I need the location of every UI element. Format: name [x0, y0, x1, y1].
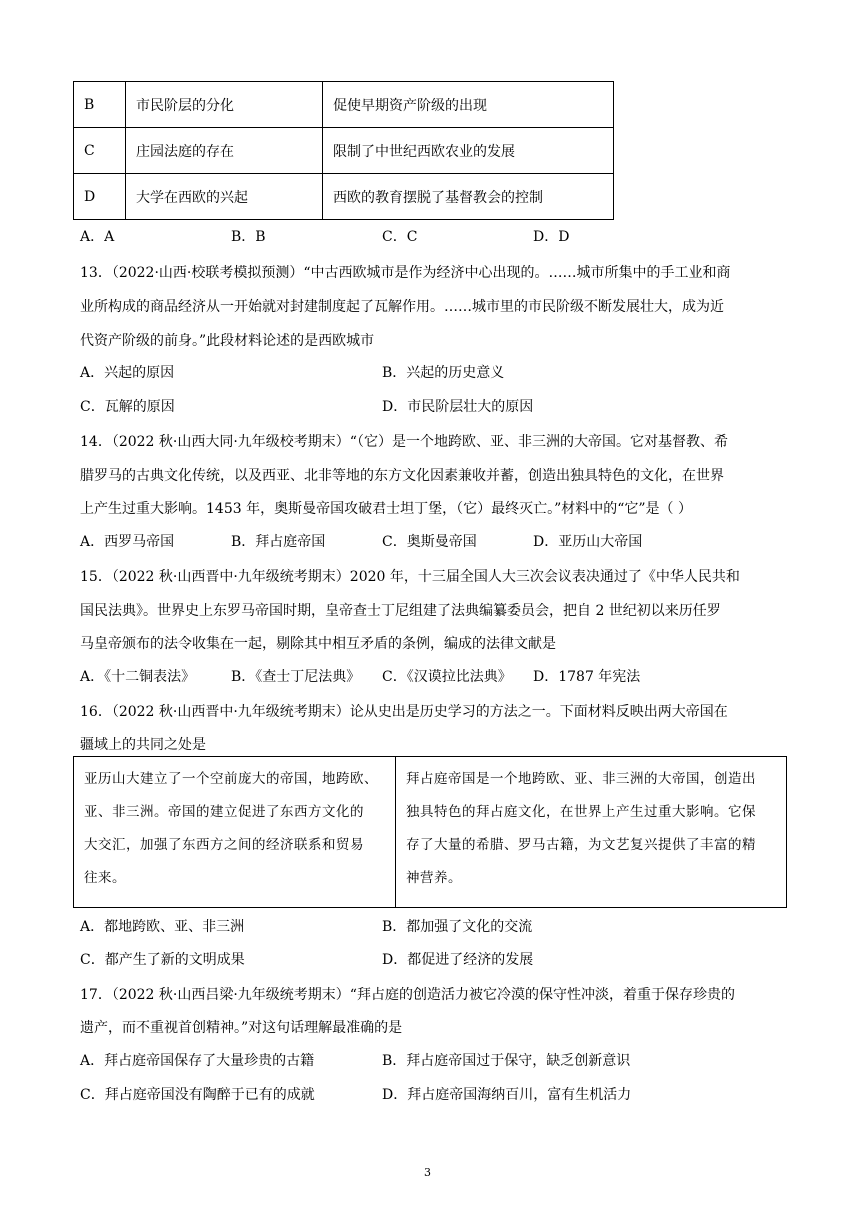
material-line: 神营养。: [406, 870, 462, 886]
q12-option-b: B．B: [231, 229, 266, 245]
q14-option-d: D．亚历山大帝国: [533, 534, 643, 550]
q17-stem-line: 遗产，而不重视首创精神。”对这句话理解最准确的是: [80, 1020, 403, 1036]
q14-option-b: B．拜占庭帝国: [231, 534, 326, 550]
q16-option-b: B．都加强了文化的交流: [382, 919, 533, 935]
q12-option-a: A．A: [80, 229, 115, 245]
table-row: [74, 174, 614, 220]
material-line: 存了大量的希腊、罗马古籍，为文艺复兴提供了丰富的精: [406, 837, 756, 853]
table-cell: 大学在西欧的兴起: [126, 174, 323, 220]
q13-stem-line: 业所构成的商品经济从一开始就对封建制度起了瓦解作用。……城市里的市民阶级不断发展壮大，成为近: [80, 299, 724, 315]
q15-option-d: D．1787 年宪法: [533, 669, 641, 685]
q14-option-c: C．奥斯曼帝国: [382, 534, 477, 550]
table-cell: 市民阶层的分化: [126, 82, 323, 128]
q15-option-c: C．《汉谟拉比法典》: [382, 669, 512, 685]
q17-stem-line: 17．（2022 秋·山西吕梁·九年级统考期末）“拜占庭的创造活力被它冷漠的保守性冲淡，着重于保存珍贵的: [80, 987, 735, 1003]
table-cell: C: [74, 128, 126, 174]
table-cell: D: [74, 174, 126, 220]
material-line: 大交汇，加强了东西方之间的经济联系和贸易: [84, 837, 364, 853]
q15-stem-line: 国民法典》。世界史上东罗马帝国时期，皇帝查士丁尼组建了法典编纂委员会，把自 2 世纪初以来历任罗: [80, 603, 721, 619]
q13-option-b: B．兴起的历史意义: [382, 365, 505, 381]
q17-option-b: B．拜占庭帝国过于保守，缺乏创新意识: [382, 1053, 631, 1069]
material-line: 拜占庭帝国是一个地跨欧、亚、非三洲的大帝国，创造出: [406, 771, 756, 787]
q16-stem-line: 疆域上的共同之处是: [80, 737, 206, 753]
table-cell: 限制了中世纪西欧农业的发展: [323, 128, 614, 174]
q16-option-d: D．都促进了经济的发展: [382, 952, 534, 968]
table-cell: B: [74, 82, 126, 128]
answer-table: [73, 81, 614, 220]
table-row: [74, 128, 614, 174]
material-byzantine: [396, 757, 786, 907]
q15-option-b: B．《查士丁尼法典》: [231, 669, 361, 685]
q16-option-c: C．都产生了新的文明成果: [80, 952, 245, 968]
q17-option-d: D．拜占庭帝国海纳百川，富有生机活力: [382, 1087, 632, 1103]
material-line: 亚、非三洲。帝国的建立促进了东西方文化的: [84, 804, 364, 820]
page-number: 3: [424, 1166, 431, 1179]
q15-option-a: A．《十二铜表法》: [80, 669, 196, 685]
material-alexander: [74, 757, 396, 907]
table-row: [74, 82, 614, 128]
q16-stem-line: 16．（2022 秋·山西晋中·九年级统考期末）论从史出是历史学习的方法之一。下面材料反映出两大帝国在: [80, 704, 728, 720]
q15-stem-line: 马皇帝颁布的法令收集在一起，剔除其中相互矛盾的条例，编成的法律文献是: [80, 636, 556, 652]
q13-stem-line: 代资产阶级的前身。”此段材料论述的是西欧城市: [80, 333, 375, 349]
q17-option-a: A．拜占庭帝国保存了大量珍贵的古籍: [80, 1053, 315, 1069]
q14-stem-line: 上产生过重大影响。1453 年，奥斯曼帝国攻破君士坦丁堡，（它）最终灭亡。”材料中的“它”是（ ）: [80, 501, 692, 517]
material-line: 亚历山大建立了一个空前庞大的帝国，地跨欧、: [84, 771, 378, 787]
q14-option-a: A．西罗马帝国: [80, 534, 175, 550]
q13-option-d: D．市民阶层壮大的原因: [382, 399, 534, 415]
q14-stem-line: 14．（2022 秋·山西大同·九年级校考期末）“（它）是一个地跨欧、亚、非三洲的大帝国。它对基督教、希: [80, 434, 728, 450]
q16-option-a: A．都地跨欧、亚、非三洲: [80, 919, 245, 935]
q13-option-a: A．兴起的原因: [80, 365, 175, 381]
material-line: 往来。: [84, 870, 126, 886]
q13-option-c: C．瓦解的原因: [80, 399, 175, 415]
source-material-box: [73, 756, 787, 908]
q15-stem-line: 15．（2022 秋·山西晋中·九年级统考期末）2020 年，十三届全国人大三次会议表决通过了《中华人民共和: [80, 569, 740, 585]
q17-option-c: C．拜占庭帝国没有陶醉于已有的成就: [80, 1087, 315, 1103]
table-cell: 西欧的教育摆脱了基督教会的控制: [323, 174, 614, 220]
table-cell: 庄园法庭的存在: [126, 128, 323, 174]
q12-option-d: D．D: [533, 229, 570, 245]
q12-option-c: C．C: [382, 229, 418, 245]
q13-stem-line: 13．（2022·山西·校联考模拟预测）“中古西欧城市是作为经济中心出现的。……城市所集中的手工业和商: [80, 265, 731, 281]
table-cell: 促使早期资产阶级的出现: [323, 82, 614, 128]
q14-stem-line: 腊罗马的古典文化传统，以及西亚、北非等地的东方文化因素兼收并蓄，创造出独具特色的文化，在世界: [80, 468, 724, 484]
material-line: 独具特色的拜占庭文化，在世界上产生过重大影响。它保: [406, 804, 756, 820]
